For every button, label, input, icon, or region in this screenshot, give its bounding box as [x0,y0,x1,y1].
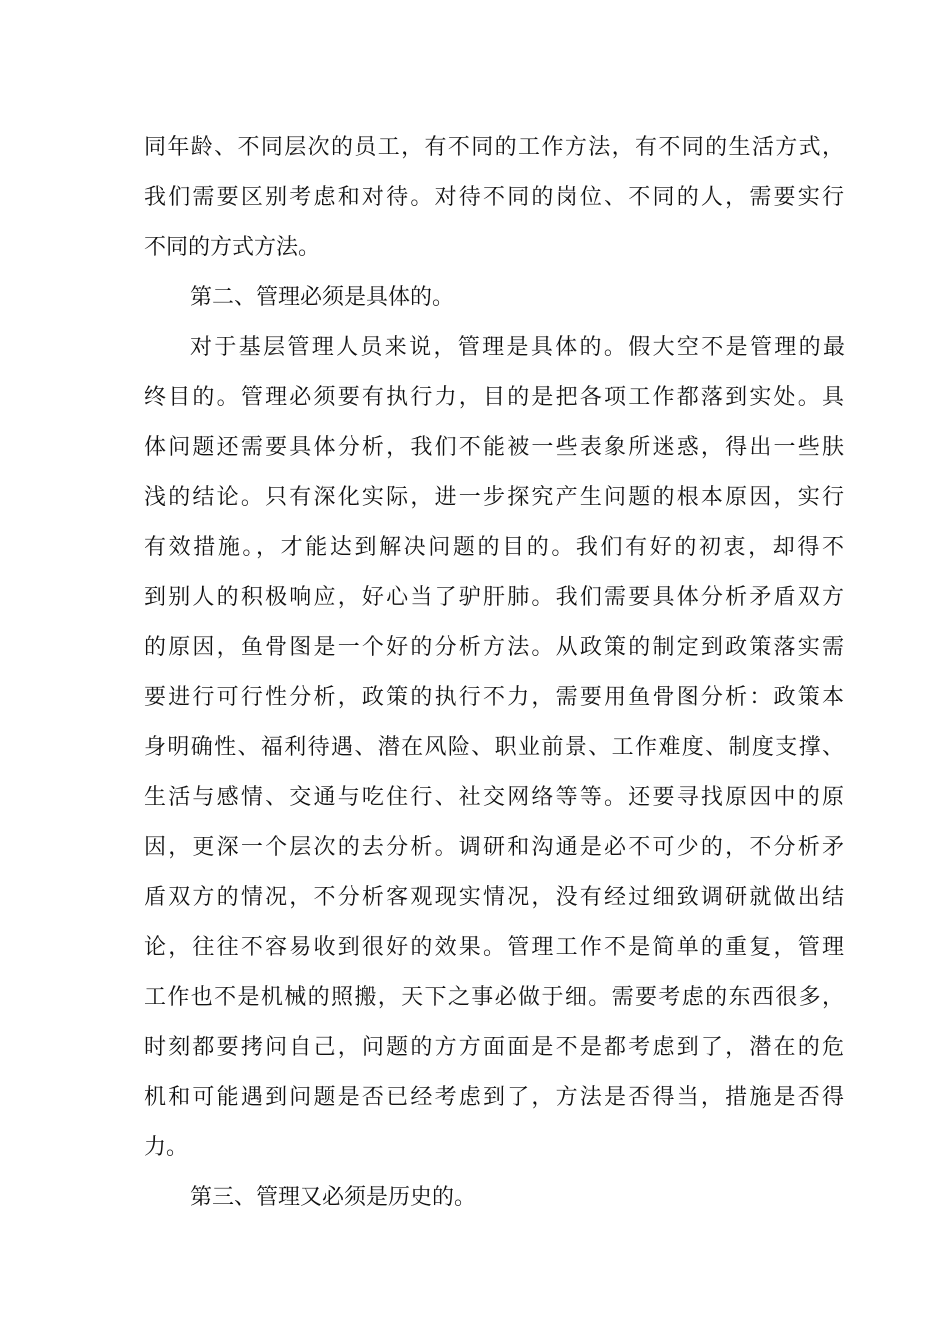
text-line: 有效措施。，才能达到解决问题的目的。我们有好的初衷，却得不 [144,535,844,560]
section-heading: 第二、管理必须是具体的。 [190,285,455,310]
text-line: 论，往往不容易收到很好的效果。管理工作不是简单的重复，管理 [144,935,844,960]
text-line: 生活与感情、交通与吃住行、社交网络等等。还要寻找原因中的原 [144,785,844,810]
text-line: 力。 [144,1135,189,1160]
text-line: 机和可能遇到问题是否已经考虑到了，方法是否得当，措施是否得 [144,1085,844,1110]
text-line: 盾双方的情况，不分析客观现实情况，没有经过细致调研就做出结 [144,885,844,910]
text-line: 对于基层管理人员来说，管理是具体的。假大空不是管理的最 [190,335,845,360]
text-line: 终目的。管理必须要有执行力，目的是把各项工作都落到实处。具 [144,385,844,410]
section-heading: 第三、管理又必须是历史的。 [190,1185,477,1210]
text-line: 工作也不是机械的照搬，天下之事必做于细。需要考虑的东西很多， [144,985,844,1010]
text-line: 体问题还需要具体分析，我们不能被一些表象所迷惑，得出一些肤 [144,435,844,460]
text-line: 的原因，鱼骨图是一个好的分析方法。从政策的制定到政策落实需 [144,635,844,660]
text-line: 到别人的积极响应，好心当了驴肝肺。我们需要具体分析矛盾双方 [144,585,844,610]
text-line: 时刻都要拷问自己，问题的方方面面是不是都考虑到了，潜在的危 [144,1035,844,1060]
text-line: 浅的结论。只有深化实际，进一步探究产生问题的根本原因，实行 [144,485,844,510]
text-line: 我们需要区别考虑和对待。对待不同的岗位、不同的人，需要实行 [144,185,844,210]
text-line: 因，更深一个层次的去分析。调研和沟通是必不可少的，不分析矛 [144,835,844,860]
text-line: 不同的方式方法。 [144,235,321,260]
text-line: 身明确性、福利待遇、潜在风险、职业前景、工作难度、制度支撑、 [144,735,844,760]
text-line: 同年龄、不同层次的员工，有不同的工作方法，有不同的生活方式， [144,135,844,160]
text-line: 要进行可行性分析，政策的执行不力，需要用鱼骨图分析：政策本 [144,685,844,710]
